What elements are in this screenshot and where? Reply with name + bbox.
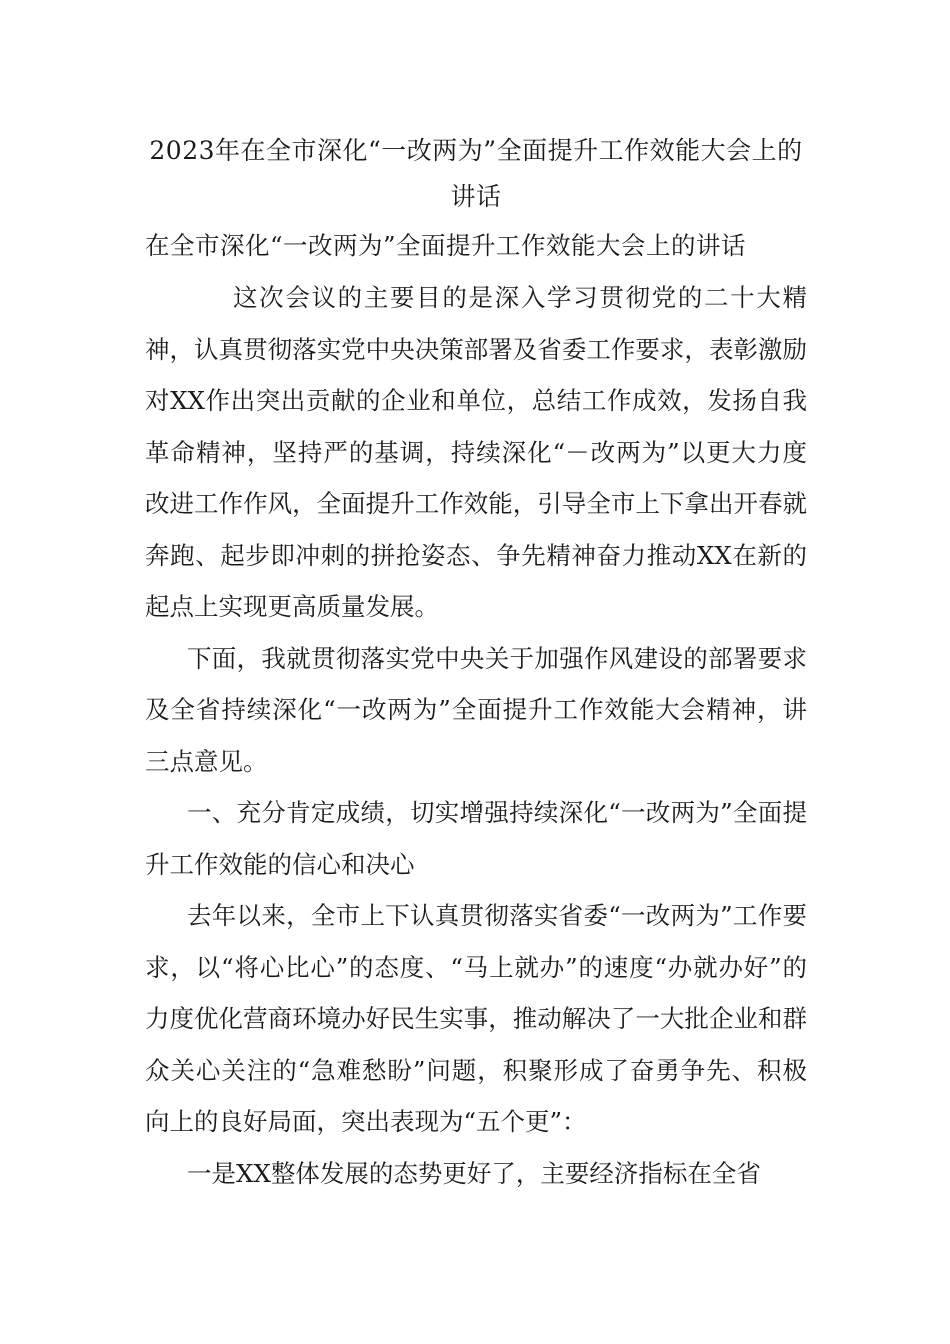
paragraph-outline: 下面，我就贯彻落实党中央关于加强作风建设的部署要求及全省持续深化“一改两为”全面提升工作效能大会精神，讲三点意见。 <box>145 643 807 776</box>
paragraph-point-one: 一是XX整体发展的态势更好了，主要经济指标在全省 <box>187 1158 761 1188</box>
document-page <box>145 128 807 1199</box>
document-subtitle: 在全市深化“一改两为”全面提升工作效能大会上的讲话 <box>145 231 747 260</box>
paragraph-intro: 这次会议的主要目的是深入学习贯彻党的二十大精神，认真贯彻落实党中央决策部署及省委工作要求，表彰激励对XX作出突出贡献的企业和单位，总结工作成效，发扬自我革命精神，坚持严的基调，持续深化“－改两为”以更大力度改进工作作风，全面提升工作效能，引导全市上下拿出开春就奔跑、起步即冲刺的拼抢姿态、争先精神奋力推动XX在新的起点上实现更高质量发展。 <box>145 283 807 621</box>
section-heading-one: 一、充分肯定成绩，切实增强持续深化“一改两为”全面提升工作效能的信心和决心 <box>145 798 807 879</box>
document-title: 2023年在全市深化“一改两为”全面提升工作效能大会上的讲话 <box>149 136 803 211</box>
paragraph-achievements: 去年以来，全市上下认真贯彻落实省委“一改两为”工作要求，以“将心比心”的态度、“马上就办”的速度“办就办好”的力度优化营商环境办好民生实事，推动解决了一大批企业和群众关心关注的“急难愁盼”问题，积聚形成了奋勇争先、积极向上的良好局面，突出表现为“五个更”： <box>145 901 807 1136</box>
